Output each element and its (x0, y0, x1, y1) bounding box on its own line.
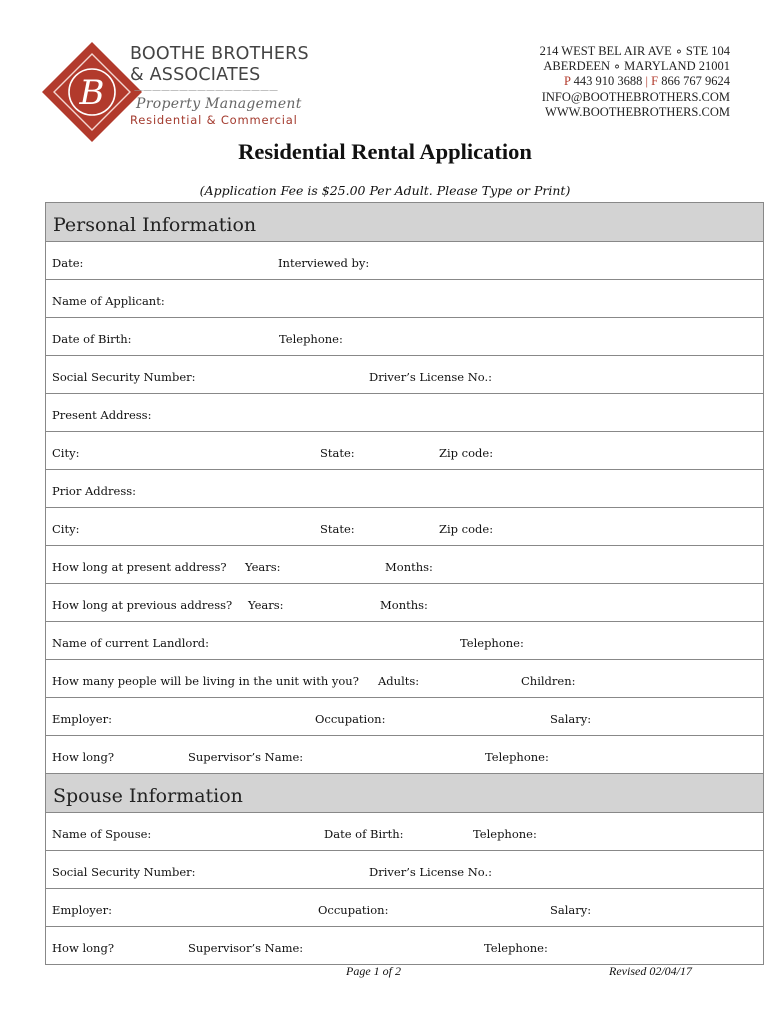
spouse-supervisor-telephone-label: Telephone: (484, 941, 548, 955)
dob-label: Date of Birth: (52, 332, 132, 346)
website-address: WWW.BOOTHEBROTHERS.COM (545, 104, 730, 119)
prior-city-label: City: (52, 522, 80, 536)
fax-number: 866 767 9624 (658, 74, 730, 89)
employer-label: Employer: (52, 712, 112, 726)
form-row-spouse-name[interactable] (46, 813, 763, 851)
application-form (45, 202, 764, 965)
adults-label: Adults: (378, 674, 420, 688)
company-logo (40, 40, 144, 144)
address-line1: 214 WEST BEL AIR AVE ∘ STE 104 (539, 44, 730, 58)
contact-block (540, 44, 730, 120)
city-label: City: (52, 446, 80, 460)
form-row-spouse-ssn[interactable] (46, 851, 763, 889)
company-name-line2: & ASSOCIATES (130, 65, 261, 85)
applicant-name-label: Name of Applicant: (52, 294, 165, 308)
section-header-spouse (46, 774, 763, 813)
form-row-ssn[interactable] (46, 356, 763, 394)
form-row-present-city[interactable] (46, 432, 763, 470)
form-row-date[interactable] (46, 242, 763, 280)
phone-fax-line (540, 74, 730, 89)
spouse-dob-label: Date of Birth: (324, 827, 404, 841)
form-row-dob[interactable] (46, 318, 763, 356)
phone-prefix: P (564, 74, 571, 89)
state-label: State: (320, 446, 355, 460)
telephone-label: Telephone: (279, 332, 343, 346)
spouse-supervisor-label: Supervisor’s Name: (188, 941, 304, 955)
spouse-drivers-license-label: Driver’s License No.: (369, 865, 493, 879)
spouse-salary-label: Salary: (550, 903, 592, 917)
spouse-how-long-label: How long? (52, 941, 114, 955)
section-title-spouse: Spouse Information (53, 785, 243, 807)
form-row-employment-length[interactable] (46, 736, 763, 774)
zip-label: Zip code: (439, 446, 494, 460)
prior-address-label: Prior Address: (52, 484, 136, 498)
present-address-label: Present Address: (52, 408, 152, 422)
previous-years-label: Years: (248, 598, 284, 612)
section-header-personal (46, 203, 763, 242)
how-long-label: How long? (52, 750, 114, 764)
company-name-block (130, 44, 320, 127)
previous-months-label: Months: (380, 598, 428, 612)
form-row-how-long-present[interactable] (46, 546, 763, 584)
company-tagline: Property Management (136, 96, 302, 112)
date-label: Date: (52, 256, 84, 270)
landlord-telephone-label: Telephone: (460, 636, 524, 650)
section-title-personal: Personal Information (53, 214, 257, 236)
interviewed-by-label: Interviewed by: (278, 256, 370, 270)
spouse-employer-label: Employer: (52, 903, 112, 917)
form-row-spouse-employment-length[interactable] (46, 927, 763, 964)
address-line2: ABERDEEN ∘ MARYLAND 21001 (543, 59, 730, 74)
supervisor-telephone-label: Telephone: (485, 750, 549, 764)
supervisor-label: Supervisor’s Name: (188, 750, 304, 764)
form-row-applicant-name[interactable] (46, 280, 763, 318)
company-sub-tagline: Residential & Commercial (130, 113, 298, 127)
revision-date: Revised 02/04/17 (609, 964, 692, 978)
how-long-previous-label: How long at previous address? (52, 598, 233, 612)
children-label: Children: (521, 674, 576, 688)
present-years-label: Years: (245, 560, 281, 574)
document-title: Residential Rental Application (238, 139, 532, 164)
present-months-label: Months: (385, 560, 433, 574)
page-number: Page 1 of 2 (346, 964, 401, 978)
form-row-prior-address[interactable] (46, 470, 763, 508)
fax-prefix: F (648, 74, 659, 89)
form-row-occupants[interactable] (46, 660, 763, 698)
prior-state-label: State: (320, 522, 355, 536)
how-long-present-label: How long at present address? (52, 560, 227, 574)
phone-number: 443 910 3688 (570, 74, 646, 89)
spouse-telephone-label: Telephone: (473, 827, 537, 841)
phone-fax-separator: | (645, 74, 649, 89)
document-subtitle: (Application Fee is $25.00 Per Adult. Please Type or Print) (199, 183, 571, 198)
spouse-name-label: Name of Spouse: (52, 827, 152, 841)
form-row-present-address[interactable] (46, 394, 763, 432)
occupants-label: How many people will be living in the unit with you? (52, 674, 359, 688)
company-name-line1: BOOTHE BROTHERS (130, 44, 309, 64)
landlord-label: Name of current Landlord: (52, 636, 210, 650)
ssn-label: Social Security Number: (52, 370, 196, 384)
form-row-landlord[interactable] (46, 622, 763, 660)
email-address: INFO@BOOTHEBROTHERS.COM (541, 89, 730, 104)
drivers-license-label: Driver’s License No.: (369, 370, 493, 384)
ornament-divider: ———————————————— (134, 86, 278, 96)
form-row-prior-city[interactable] (46, 508, 763, 546)
form-row-spouse-employer[interactable] (46, 889, 763, 927)
logo-letter: B (79, 73, 105, 113)
spouse-ssn-label: Social Security Number: (52, 865, 196, 879)
prior-zip-label: Zip code: (439, 522, 494, 536)
form-row-employer[interactable] (46, 698, 763, 736)
form-row-how-long-previous[interactable] (46, 584, 763, 622)
salary-label: Salary: (550, 712, 592, 726)
occupation-label: Occupation: (315, 712, 386, 726)
spouse-occupation-label: Occupation: (318, 903, 389, 917)
